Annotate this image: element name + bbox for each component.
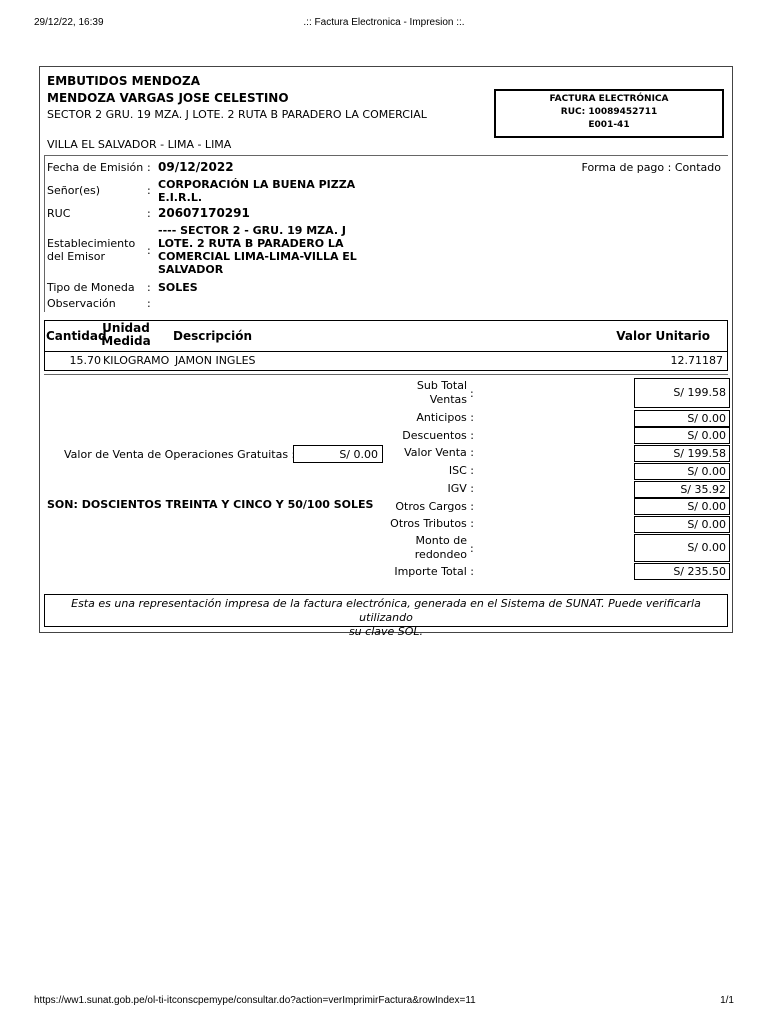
col-valor-unitario: Valor Unitario bbox=[616, 329, 710, 343]
observacion-label: Observación bbox=[47, 297, 116, 310]
colon: : bbox=[147, 207, 151, 220]
establecimiento-label-line1: Establecimiento bbox=[47, 237, 136, 250]
sunat-note-line2: su clave SOL. bbox=[348, 625, 424, 638]
sunat-note-box bbox=[44, 594, 728, 638]
divider bbox=[44, 155, 728, 156]
senor-label: Señor(es) bbox=[47, 184, 101, 197]
row-valor-unitario: 12.71187 bbox=[670, 354, 723, 367]
colon: : bbox=[470, 387, 474, 400]
senor-value-line1: CORPORACIÓN LA BUENA PIZZA bbox=[158, 178, 356, 191]
isc-value: S/ 0.00 bbox=[634, 463, 730, 480]
sunat-note-line1: Esta es una representación impresa de la factura electrónica, generada en el Sistema de SUNAT. Puede verificarla utilizando bbox=[71, 597, 701, 624]
print-page-number: 1/1 bbox=[720, 995, 734, 1006]
moneda-value: SOLES bbox=[158, 281, 198, 294]
establecimiento-value-line2: LOTE. 2 RUTA B PARADERO LA bbox=[158, 237, 344, 250]
issuer-owner: MENDOZA VARGAS JOSE CELESTINO bbox=[47, 91, 289, 105]
gratuitas-value: S/ 0.00 bbox=[293, 445, 383, 463]
print-page-title: .:: Factura Electronica - Impresion ::. bbox=[303, 17, 465, 28]
establecimiento-value-line3: COMERCIAL LIMA-LIMA-VILLA EL bbox=[158, 250, 357, 263]
subtotal-label-line1: Sub Total bbox=[416, 379, 467, 392]
client-ruc-value: 20607170291 bbox=[158, 206, 250, 220]
colon: : bbox=[147, 161, 151, 174]
col-unidad-line2: Medida bbox=[101, 334, 151, 348]
valor-venta-value: S/ 199.58 bbox=[634, 445, 730, 462]
row-unidad: KILOGRAMO bbox=[103, 354, 170, 367]
isc-label: ISC : bbox=[448, 464, 474, 477]
subtotal-label bbox=[380, 379, 467, 407]
document-type-box bbox=[494, 89, 724, 138]
importe-total-label: Importe Total : bbox=[394, 565, 474, 578]
redondeo-label-line2: redondeo bbox=[414, 548, 467, 561]
print-datetime: 29/12/22, 16:39 bbox=[34, 17, 104, 28]
subtotal-value: S/ 199.58 bbox=[634, 378, 730, 408]
descuentos-label: Descuentos : bbox=[402, 429, 474, 442]
establecimiento-value-line1: ---- SECTOR 2 - GRU. 19 MZA. J bbox=[158, 224, 346, 237]
colon: : bbox=[470, 542, 474, 555]
anticipos-value: S/ 0.00 bbox=[634, 410, 730, 427]
col-unidad-line1: Unidad bbox=[102, 321, 150, 335]
colon: : bbox=[147, 184, 151, 197]
amount-in-words: SON: DOSCIENTOS TREINTA Y CINCO Y 50/100 SOLES bbox=[47, 498, 374, 511]
establecimiento-label-line2: del Emisor bbox=[47, 250, 106, 263]
anticipos-label: Anticipos : bbox=[416, 411, 474, 424]
gratuitas-label: Valor de Venta de Operaciones Gratuitas : bbox=[64, 448, 296, 461]
fecha-label: Fecha de Emisión bbox=[47, 161, 144, 174]
importe-total-value: S/ 235.50 bbox=[634, 563, 730, 580]
fecha-value: 09/12/2022 bbox=[158, 160, 234, 174]
ruc-label: RUC bbox=[47, 207, 71, 220]
issuer-district: VILLA EL SALVADOR - LIMA - LIMA bbox=[47, 138, 232, 151]
document-number: E001-41 bbox=[588, 120, 630, 130]
col-descripcion: Descripción bbox=[173, 329, 252, 343]
otros-tributos-value: S/ 0.00 bbox=[634, 516, 730, 533]
subtotal-label-line2: Ventas bbox=[429, 393, 467, 406]
document-type: FACTURA ELECTRÓNICA bbox=[549, 94, 669, 104]
col-cantidad: Cantidad bbox=[46, 329, 107, 343]
issuer-ruc: RUC: 10089452711 bbox=[560, 107, 658, 117]
moneda-label: Tipo de Moneda bbox=[47, 281, 135, 294]
descuentos-value: S/ 0.00 bbox=[634, 427, 730, 444]
colon: : bbox=[147, 244, 151, 257]
valor-venta-label: Valor Venta : bbox=[404, 446, 474, 459]
senor-value-line2: E.I.R.L. bbox=[158, 191, 203, 204]
colon: : bbox=[147, 297, 151, 310]
table-row bbox=[44, 351, 728, 371]
print-url: https://ww1.sunat.gob.pe/ol-ti-itconscpemype/consultar.do?action=verImprimirFactura&rowIndex=11 bbox=[34, 995, 476, 1006]
divider bbox=[44, 155, 45, 312]
issuer-trade-name: EMBUTIDOS MENDOZA bbox=[47, 74, 200, 88]
colon: : bbox=[147, 281, 151, 294]
redondeo-value: S/ 0.00 bbox=[634, 534, 730, 562]
forma-pago: Forma de pago : Contado bbox=[581, 161, 721, 174]
issuer-address: SECTOR 2 GRU. 19 MZA. J LOTE. 2 RUTA B PARADERO LA COMERCIAL bbox=[47, 108, 427, 121]
establecimiento-value-line4: SALVADOR bbox=[158, 263, 224, 276]
col-unidad-medida bbox=[101, 322, 151, 348]
otros-cargos-value: S/ 0.00 bbox=[634, 498, 730, 515]
igv-value: S/ 35.92 bbox=[634, 481, 730, 498]
redondeo-label bbox=[380, 534, 467, 562]
row-cantidad: 15.70 bbox=[69, 354, 101, 367]
divider bbox=[44, 374, 728, 375]
redondeo-label-line1: Monto de bbox=[415, 534, 467, 547]
row-descripcion: JAMON INGLES bbox=[175, 354, 256, 367]
igv-label: IGV : bbox=[447, 482, 474, 495]
otros-tributos-label: Otros Tributos : bbox=[390, 517, 474, 530]
otros-cargos-label: Otros Cargos : bbox=[395, 500, 474, 513]
